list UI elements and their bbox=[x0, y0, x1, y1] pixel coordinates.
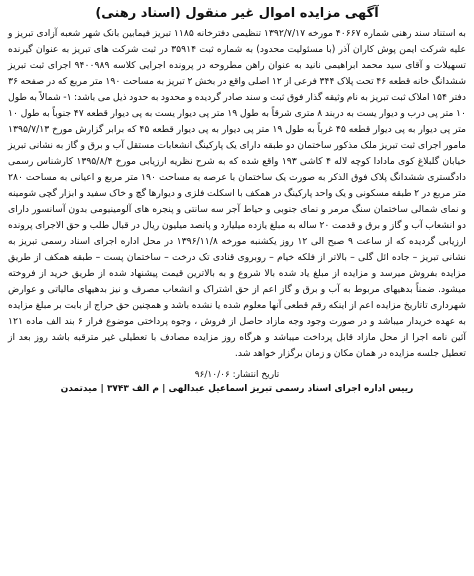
notice-title: آگهی مزایده اموال غیر منقول (اسناد رهنی) bbox=[95, 6, 379, 21]
publish-date: تاریخ انتشار: ۹۶/۱۰/۰۶ bbox=[194, 370, 280, 380]
notice-footer bbox=[8, 368, 466, 396]
signature: رییس اداره اجرای اسناد رسمی تبریز اسماعیل عبدالهی | م الف ۳۷۴۳ | میدتمدن bbox=[60, 384, 414, 394]
notice-body: به استناد سند رهنی شماره ۴۰۶۶۷ مورخه ۱۳۹۲/۷/۱۷ تنظیمی دفترخانه ۱۱۸۵ تبریز فیمابین بانک شهر شعبه آزادی تبریز و علیه شرکت ایمن پوش کاران آذر (با مسئولیت محدود) به شماره ثبت ۳۵۹۱۴ در ثبت شرکت های تبریز به عنوان گیرنده تسهیلات و آقای سید محمد ابراهیمی نانید به عنوان راهن مطروحه در پرونده اجرایی کلاسه ۹۴۰۰۹۸۹ اجرای ثبت تبریز ششدانگ خانه قطعه ۴۶ تحت پلاک ۳۴۴ فرعی از ۱۲ اصلی واقع در بخش ۲ تبریز به مساحت ۱۹۰ متر مربع که در صفحه ۳۶ دفتر ۱۵۴ املاک ثبت تبریز به نام وثیقه گذار فوق ثبت و سند صادر گردیده و محدود به حدود ذیل می باشد: ۱- شمالاً به طول ۱۰ متر پی درب و دیوار یست به دربند ۸ متری شرقاً به طول ۱۹ متر پی دیوار یست به پی دیوار قطعه ۴۷ جنوباً به طول ۱۰ متر پی دیوار به پی دیوار قطعه ۴۵ غرباً به طول ۱۹ متر پی دیوار به پی دیوار قطعه ۴۵ که برابر گزارش مورخ ۱۳۹۵/۷/۱۳ مامور اجرای ثبت تبریز ملک مذکور ساختمان دو طبقه دارای یک پارکینگ انشعابات مستقل آب و برق و گاز به نشانی تبریز خیابان گلبلاغ کوی مادادا کوچه لاله ۴ کاشی ۱۹۳ واقع شده که به شرح نظریه ارزیابی مورخ ۱۳۹۵/۸/۴ کارشناس رسمی دادگستری ششدانگ پلاک فوق الذکر به صورت یک ساختمان با عرصه به مساحت ۱۹۰ متر مربع و اعیانی به مساحت ۲۸۰ متر مربع در ۲ طبقه مسکونی و یک واحد پارکینگ در همکف با اسکلت فلزی و دیوارها گچ و خاک سفید و ابزار گچی شومینه و نمای شمالی ساختمان سنگ مرمر و نمای جنوبی و حیاط آجر سه سانتی و پنجره های آلومینیومی بدون آسانسور دارای دو انشعاب آب و گاز و برق و قدمت ۲۰ ساله به مبلغ یازده میلیارد و پانصد میلیون ریال در قبال طلب و حق الاجرای پرونده ارزیابی گردیده که از ساعت ۹ صبح الی ۱۲ روز یکشنبه مورخه ۱۳۹۶/۱۱/۸ در محل اداره اجرای اسناد رسمی تبریز به نشانی تبریز – جاده ائل گلی – بالاتر از فلکه خیام – روبروی قنادی تک درخت – ساختمان پست – طبقه همکف از طریق مزایده بفروش میرسد و مزایده از مبلغ یاد شده بالا شروع و به بالاترین قیمت پیشنهاد شده از طریق خرید از فروخته میشود. ضمناً بدهیهای مربوط به آب و برق و گاز اعم از حق اشتراک و انشعاب مصرف و نیز بدهیهای مالیاتی و عوارض شهرداری تاتاریخ مزایده اعم از اینکه رقم قطعی آنها معلوم شده یا نشده باشد و همچنین حق حراج از بابت بر مبلغ مزایده به عهده خریدار میباشد و در صورت وجود وجه مازاد حاصل از فروش ، وجوه پرداختی موضوع فراز ۶ بند الف ماده ۱۲۱ آئین نامه اجرا از محل مازاد قابل پرداخت میباشد و هرگاه روز مزایده مصادف با تعطیلی غیر مترقبه باشد روز بعد از تعطیل جلسه مزایده در همان مکان و زمان برگزار خواهد شد. bbox=[8, 28, 467, 359]
